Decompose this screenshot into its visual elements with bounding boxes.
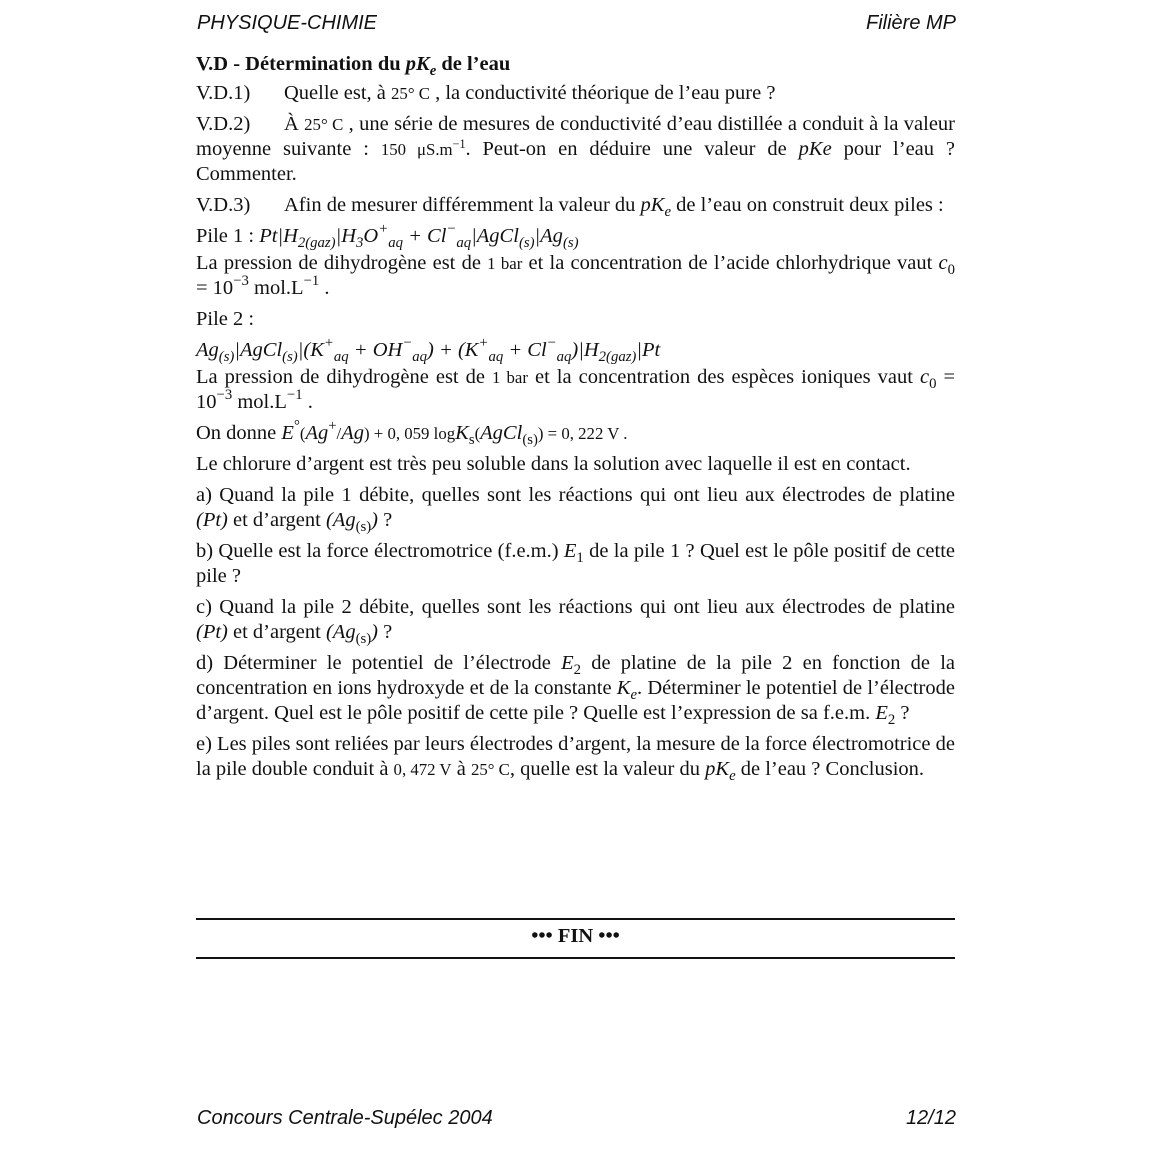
pile1-formula: Pile 1 : $Pt|H_{2(gaz)}|H_3O^+_{aq}$ + $Cl^-_{aq}|AgCl_{(s)}|Ag_{(s)}$ — [196, 221, 579, 252]
question-vd3: V.D.3) Afin de mesurer différemment la valeur du $pK_e$ de l’eau on construit deux piles : — [196, 194, 944, 221]
footer-contest: Concours Centrale-Supélec 2004 — [197, 1107, 493, 1129]
fin-rule-top — [196, 918, 955, 920]
footer-page-number: 12/12 — [905, 1107, 956, 1129]
fin-rule-bottom — [196, 957, 955, 959]
question-e: e) Les piles sont reliées par leurs électrodes d’argent, la mesure de la force électromotrice de la pile double conduit à 0, 472 V à 25° C, quelle est la valeur du $pK_e$ de l’eau ? Conclusion. — [196, 733, 955, 785]
pile2-formula: $Ag_{(s)}|AgCl_{(s)}|(K^+_{aq} + OH^-_{aq}) + (K^+_{aq} + Cl^-_{aq})|H_{2(gaz)}|Pt$ — [196, 335, 661, 366]
pile2-label: Pile 2 : — [196, 308, 255, 330]
paragraph-chlorure: Le chlorure d’argent est très peu soluble dans la solution avec laquelle il est en contact. — [196, 453, 911, 475]
question-vd2: V.D.2) À 25° C , une série de mesures de conductivité d’eau distillée a conduit à la valeur moyenne suivante : 150 $\mu S.m^{-1}$. Peut-on en déduire une valeur de pKe pour l’eau ? Commenter. — [196, 113, 956, 185]
question-a: a) Quand la pile 1 débite, quelles sont les réactions qui ont lieu aux électrodes de platine (Pt) et d’argent $(Ag_{(s)})$ ? — [196, 484, 955, 536]
document-body — [196, 52, 955, 788]
header-subject: PHYSIQUE-CHIMIE — [197, 12, 378, 34]
pile2-description: La pression de dihydrogène est de 1 bar et la concentration des espèces ioniques vaut $c_0 = 10^{-3}$ $mol.L^{-1}$ . — [196, 366, 956, 413]
given-data: On donne E°(Ag+/Ag) + 0, 059 logK$_s$(AgCl$_{(s)}$) = 0, 222 V . — [196, 418, 628, 449]
section-title: V.D - Détermination du $pK_e$ de l’eau — [196, 53, 511, 80]
pile1-description: La pression de dihydrogène est de 1 bar et la concentration de l’acide chlorhydrique vaut $c_0 = 10^{-3}$ $mol.L^{-1}$ . — [196, 252, 956, 299]
fin-marker: ••• FIN ••• — [531, 925, 620, 947]
question-vd1: V.D.1) Quelle est, à 25° C , la conductivité théorique de l’eau pure ? — [196, 82, 776, 104]
header-filiere: Filière MP — [865, 12, 956, 34]
question-d: d) Déterminer le potentiel de l’électrode $E_2$ de platine de la pile 2 en fonction de la concentration en ions hydroxyde et de la constante $K_e$. Déterminer le potentiel de l’électrode d’argent. Quel est le pôle positif de cette pile ? Quelle est l’expression de sa f.e.m. $E_2$ ? — [196, 652, 955, 729]
question-c: c) Quand la pile 2 débite, quelles sont les réactions qui ont lieu aux électrodes de platine (Pt) et d’argent $(Ag_{(s)})$ ? — [196, 596, 955, 648]
question-b: b) Quelle est la force électromotrice (f.e.m.) $E_1$ de la pile 1 ? Quel est le pôle positif de cette pile ? — [196, 540, 955, 587]
